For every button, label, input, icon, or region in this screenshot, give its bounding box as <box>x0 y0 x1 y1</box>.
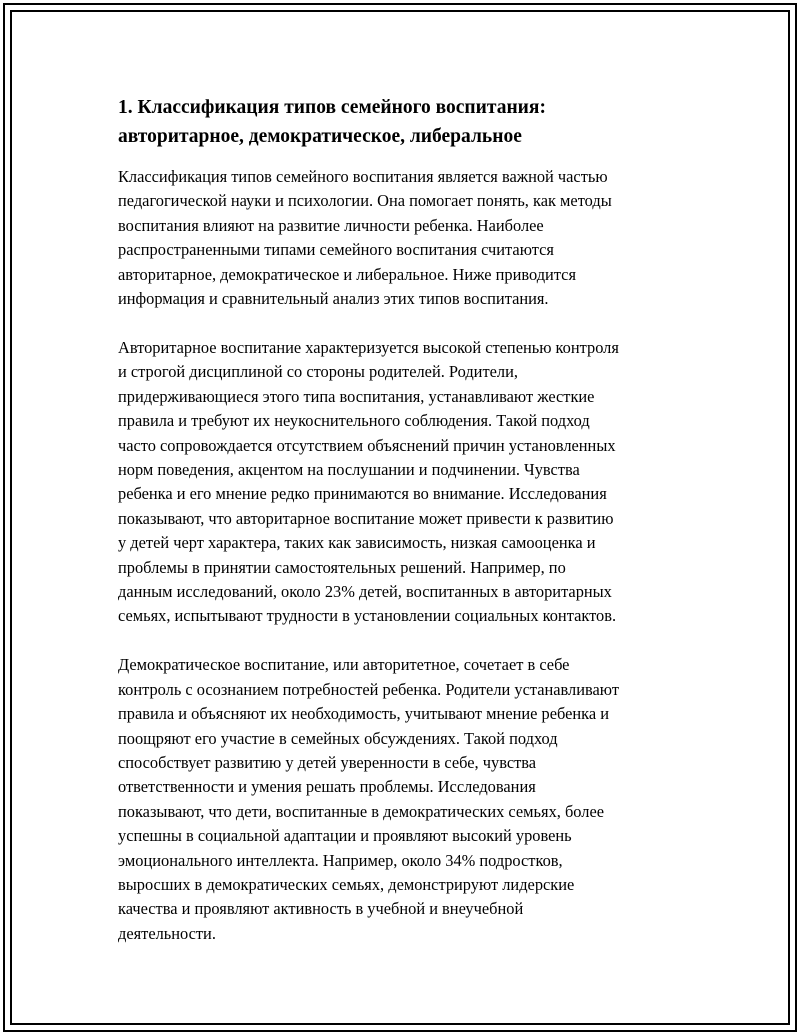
text-line: часто сопровождается отсутствием объяснений причин установленных <box>118 435 616 455</box>
text-line: деятельности. <box>118 923 216 943</box>
text-line: и строгой дисциплиной со стороны родителей. Родители, <box>118 362 518 382</box>
text-line: поощряют его участие в семейных обсуждениях. Такой подход <box>118 728 558 748</box>
text-line: воспитания влияют на развитие личности ребенка. Наиболее <box>118 215 544 235</box>
text-line: Классификация типов семейного воспитания является важной частью <box>118 167 608 186</box>
text-line: успешны в социальной адаптации и проявляют высокий уровень <box>118 826 572 846</box>
text-line: показывают, что дети, воспитанные в демократических семьях, более <box>118 801 605 821</box>
text-line: авторитарное, демократическое и либеральное. Ниже приводится <box>118 264 577 284</box>
text-line: проблемы в принятии самостоятельных решений. Например, по <box>118 557 566 577</box>
text-line: у детей черт характера, таких как зависимость, низкая самооценка и <box>118 533 596 553</box>
text-line: контроль с осознанием потребностей ребенка. Родители устанавливают <box>118 679 619 699</box>
text-line: ребенка и его мнение редко принимаются во внимание. Исследования <box>118 484 607 504</box>
document-body <box>118 93 690 971</box>
text-line: выросших в демократических семьях, демонстрируют лидерские <box>118 874 575 894</box>
text-line: придерживающиеся этого типа воспитания, устанавливают жесткие <box>118 386 595 406</box>
text-line: педагогической науки и психологии. Она помогает понять, как методы <box>118 191 612 211</box>
paragraph-intro <box>118 165 690 311</box>
text-line: ответственности и умения решать проблемы. Исследования <box>118 777 536 797</box>
text-line: данным исследований, около 23% детей, воспитанных в авторитарных <box>118 582 612 601</box>
text-line: информация и сравнительный анализ этих типов воспитания. <box>118 289 549 309</box>
text-line: Демократическое воспитание, или авторитетное, сочетает в себе <box>118 655 570 675</box>
text-line: качества и проявляют активность в учебной и внеучебной <box>118 899 524 919</box>
heading-line: авторитарное, демократическое, либеральное <box>118 126 522 147</box>
text-line: семьях, испытывают трудности в установлении социальных контактов. <box>118 606 617 626</box>
text-line: эмоционального интеллекта. Например, около 34% подростков, <box>118 850 563 870</box>
section-heading <box>118 93 690 151</box>
text-line: правила и требуют их неукоснительного соблюдения. Такой подход <box>118 411 590 431</box>
text-line: норм поведения, акцентом на послушании и подчинении. Чувства <box>118 459 580 479</box>
heading-line: 1. Классификация типов семейного воспитания: <box>118 97 546 118</box>
paragraph-democratic <box>118 653 690 946</box>
paragraph-authoritarian <box>118 336 690 629</box>
text-line: Авторитарное воспитание характеризуется высокой степенью контроля <box>118 337 619 357</box>
text-line: распространенными типами семейного воспитания считаются <box>118 240 554 260</box>
text-line: способствует развитию у детей уверенности в себе, чувства <box>118 752 537 772</box>
text-line: правила и объясняют их необходимость, учитывают мнение ребенка и <box>118 704 610 724</box>
text-line: показывают, что авторитарное воспитание может привести к развитию <box>118 508 614 528</box>
